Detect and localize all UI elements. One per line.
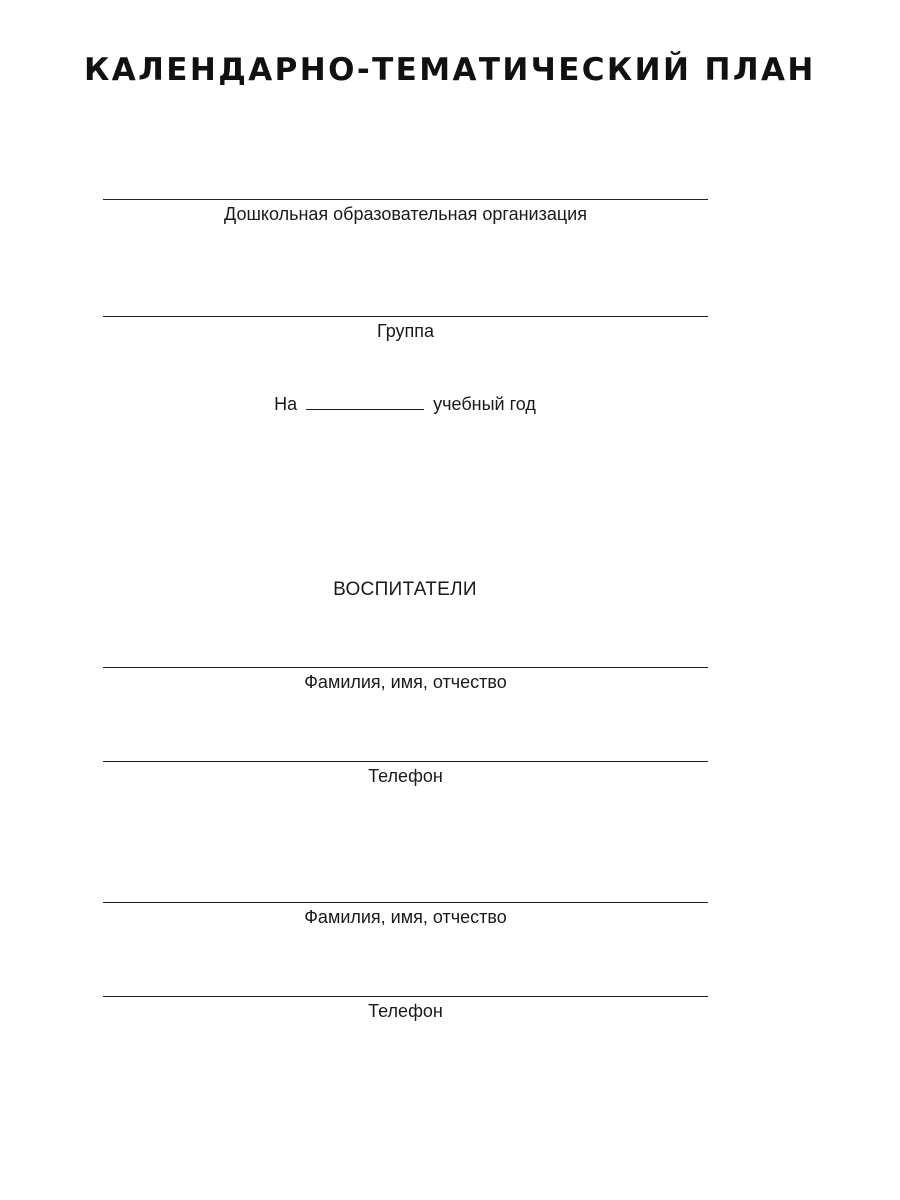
educator-2-name-line (103, 902, 708, 903)
educators-heading: ВОСПИТАТЕЛИ (333, 579, 477, 600)
educator-2-name-caption: Фамилия, имя, отчество (304, 907, 507, 927)
page-title: КАЛЕНДАРНО-ТЕМАТИЧЕСКИЙ ПЛАН (84, 52, 816, 88)
educator-2-phone-line (103, 996, 708, 997)
academic-year-blank (306, 392, 424, 410)
group-field (103, 316, 708, 342)
academic-year-prefix: На (274, 394, 298, 414)
organization-caption: Дошкольная образовательная организация (224, 204, 587, 224)
organization-field (103, 199, 708, 225)
organization-blank-line (103, 199, 708, 200)
academic-year-row (0, 392, 810, 415)
academic-year-suffix: учебный год (433, 394, 536, 414)
educator-1-name-line (103, 667, 708, 668)
educator-1-name-field (103, 667, 708, 693)
educator-1-name-caption: Фамилия, имя, отчество (304, 672, 507, 692)
educator-1-phone-field (103, 761, 708, 787)
educator-1-phone-caption: Телефон (368, 766, 443, 786)
educator-2-name-field (103, 902, 708, 928)
educator-2-phone-field (103, 996, 708, 1022)
educator-2-phone-caption: Телефон (368, 1001, 443, 1021)
group-blank-line (103, 316, 708, 317)
group-caption: Группа (376, 321, 435, 341)
educator-1-phone-line (103, 761, 708, 762)
